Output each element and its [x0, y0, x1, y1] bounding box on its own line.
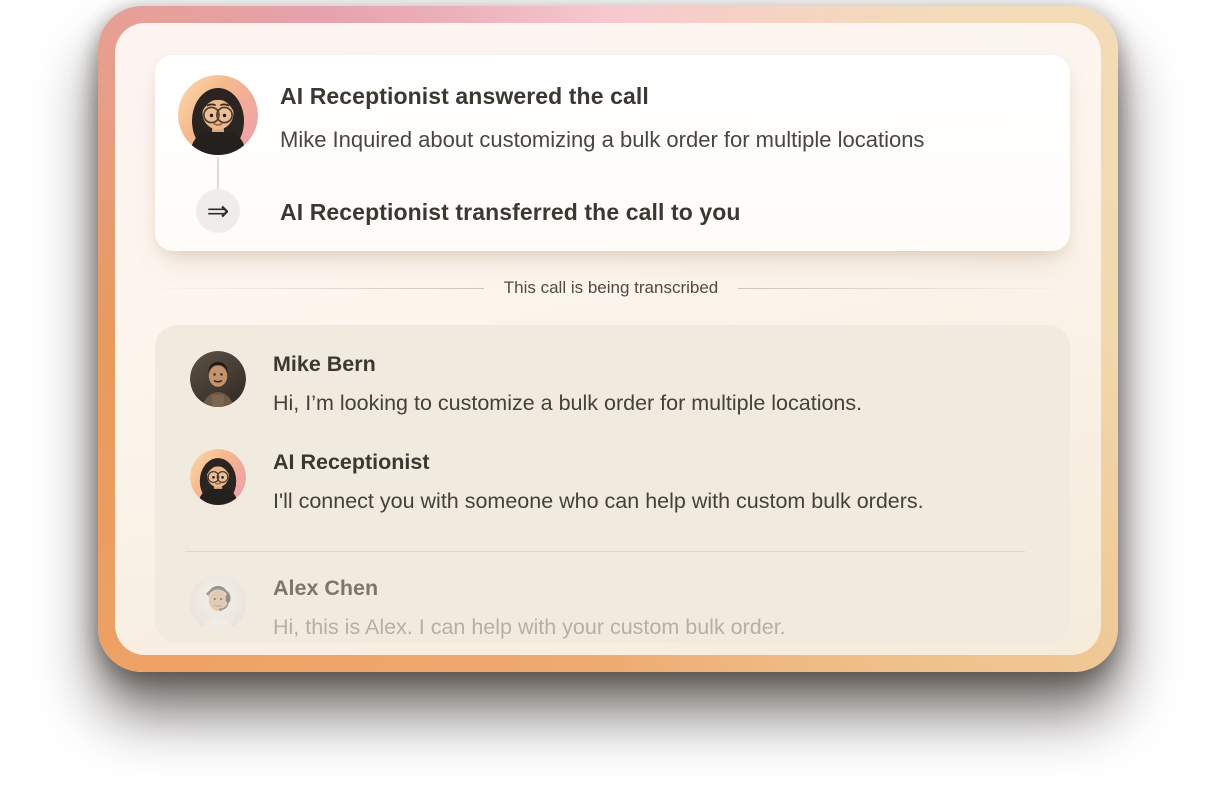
speaker-name: Mike Bern: [273, 352, 376, 376]
answered-event-title: AI Receptionist answered the call: [280, 83, 649, 109]
mike-bern-avatar: [190, 351, 246, 407]
transcription-notice-label: This call is being transcribed: [503, 278, 719, 297]
transferred-event-title: AI Receptionist transferred the call to you: [280, 199, 741, 225]
message-text: Hi, I’m looking to customize a bulk order for multiple locations.: [273, 391, 863, 415]
answered-event-description: Mike Inquired about customizing a bulk order for multiple locations: [280, 127, 925, 152]
message-text: Hi, this is Alex. I can help with your custom bulk order.: [273, 615, 786, 639]
event-connector-line: [217, 157, 219, 189]
notice-divider-left: [143, 288, 484, 289]
message-text: I'll connect you with someone who can help with custom bulk orders.: [273, 489, 924, 513]
transfer-arrow-icon: ⇒: [196, 189, 240, 233]
transcript-panel[interactable]: [155, 325, 1070, 643]
transcript-divider: [185, 551, 1025, 552]
speaker-name: Alex Chen: [273, 576, 379, 600]
call-events-panel: [155, 55, 1070, 251]
transcription-notice: [143, 277, 1079, 299]
speaker-name: AI Receptionist: [273, 450, 430, 474]
call-card: [98, 6, 1118, 672]
notice-divider-right: [738, 288, 1079, 289]
call-card-body: [115, 23, 1101, 655]
ai-receptionist-chat-avatar: [190, 449, 246, 505]
ai-receptionist-avatar: [178, 75, 258, 155]
alex-chen-avatar: [190, 575, 246, 631]
